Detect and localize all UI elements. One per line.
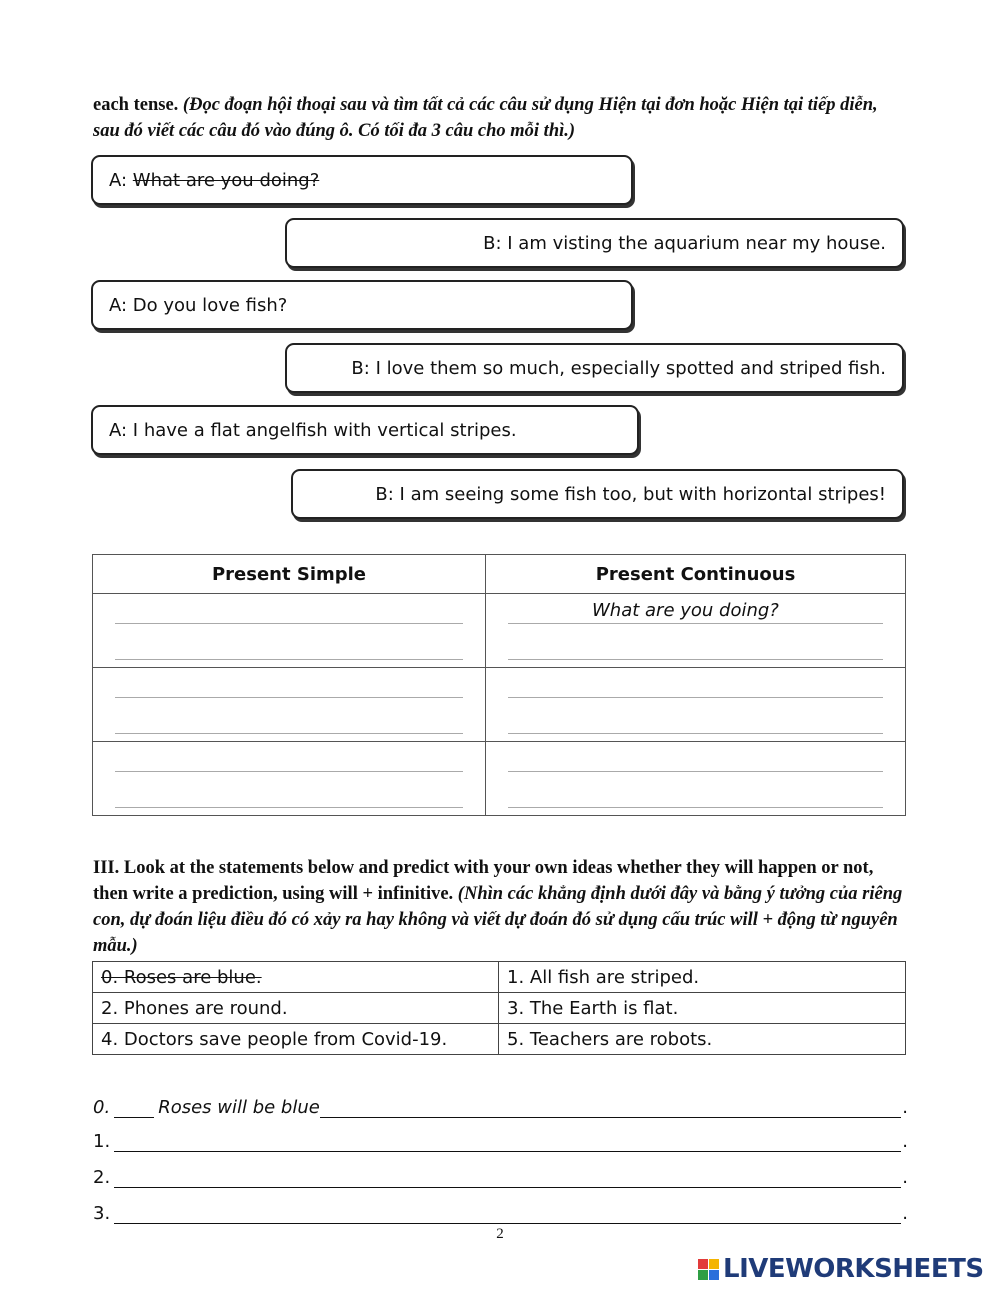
- prediction-number: 2.: [93, 1167, 111, 1188]
- logo-square: [698, 1270, 708, 1280]
- page-number: 2: [496, 1226, 504, 1242]
- statement-2: 2. Phones are round.: [93, 993, 499, 1024]
- logo-square: [709, 1259, 719, 1269]
- dialogue-text: I have a flat angelfish with vertical stripes.: [132, 419, 517, 441]
- dialogue-bubble-1: [91, 155, 633, 205]
- section-3-vietnamese: (Nhìn các khẳng định dưới đây và bằng ý tưởng của riêng con, dự đoán liệu điều đó có xảy ra hay không và viết dự đoán đó sử dụng cấu trúc will + động từ nguyên mẫu.): [93, 884, 903, 956]
- section-3-bold: III. Look at the statements below and predict with your own ideas whether they will happen or not, then write a prediction, using will + infinitive.: [93, 858, 874, 904]
- speaker-label: A:: [109, 294, 128, 316]
- tense-table: [92, 554, 906, 816]
- example-answer: What are you doing?: [592, 600, 779, 621]
- statement-5: 5. Teachers are robots.: [499, 1024, 906, 1055]
- instructions-vietnamese: (Đọc đoạn hội thoại sau và tìm tất cả các câu sử dụng Hiện tại đơn hoặc Hiện tại tiếp diễn, sau đó viết các câu đó vào đúng ô. Có tối đa 3 câu cho mỗi thì.): [93, 95, 878, 141]
- table-row: [93, 993, 906, 1024]
- prediction-number: 0.: [93, 1097, 111, 1118]
- present-continuous-cell[interactable]: [486, 742, 906, 816]
- table-row: [93, 594, 906, 668]
- speaker-label: B:: [375, 483, 394, 505]
- prediction-number: 1.: [93, 1131, 111, 1152]
- speaker-label: A:: [109, 169, 128, 191]
- liveworksheets-icon: [698, 1259, 719, 1280]
- statement-0: 0. Roses are blue.: [93, 962, 499, 993]
- blank-line: [114, 1095, 154, 1118]
- prediction-line-0: [93, 1090, 908, 1118]
- exercise-instructions: [93, 92, 907, 144]
- end-mark: .: [902, 1097, 908, 1118]
- end-mark: .: [902, 1167, 908, 1188]
- prediction-number: 3.: [93, 1203, 111, 1224]
- header-present-continuous: Present Continuous: [486, 555, 906, 594]
- end-mark: .: [902, 1203, 908, 1224]
- brand-logo: [698, 1254, 984, 1284]
- table-row: [93, 962, 906, 993]
- present-simple-cell[interactable]: [93, 594, 486, 668]
- end-mark: .: [902, 1131, 908, 1152]
- dialogue-text: I am seeing some fish too, but with horizontal stripes!: [399, 483, 886, 505]
- answer-line[interactable]: [115, 772, 463, 808]
- statement-1: 1. All fish are striped.: [499, 962, 906, 993]
- answer-blank[interactable]: [320, 1095, 901, 1118]
- statement-4: 4. Doctors save people from Covid-19.: [93, 1024, 499, 1055]
- dialogue-bubble-2: [285, 218, 904, 268]
- present-simple-cell[interactable]: [93, 742, 486, 816]
- example-prediction: Roses will be blue: [158, 1097, 320, 1118]
- instructions-bold: each tense.: [93, 95, 179, 115]
- prediction-line-2: [93, 1160, 908, 1188]
- speaker-label: B:: [351, 357, 370, 379]
- answer-blank[interactable]: [114, 1129, 901, 1152]
- speaker-label: A:: [109, 419, 128, 441]
- dialogue-bubble-4: [285, 343, 904, 393]
- answer-line[interactable]: [508, 698, 883, 734]
- speaker-label: B:: [483, 232, 502, 254]
- answer-blank[interactable]: [114, 1201, 901, 1224]
- answer-line[interactable]: [508, 594, 883, 624]
- brand-name: LIVEWORKSHEETS: [723, 1254, 984, 1284]
- prediction-line-1: [93, 1124, 908, 1152]
- dialogue-bubble-5: [91, 405, 639, 455]
- answer-line[interactable]: [115, 698, 463, 734]
- table-row: [93, 742, 906, 816]
- dialogue-text: I am visting the aquarium near my house.: [507, 232, 886, 254]
- answer-line[interactable]: [115, 668, 463, 698]
- answer-line[interactable]: [115, 624, 463, 660]
- dialogue-text: I love them so much, especially spotted and striped fish.: [375, 357, 886, 379]
- present-continuous-cell[interactable]: [486, 668, 906, 742]
- answer-line[interactable]: [115, 742, 463, 772]
- table-row: [93, 1024, 906, 1055]
- logo-square: [698, 1259, 708, 1269]
- prediction-line-3: [93, 1196, 908, 1224]
- statements-table: [92, 961, 906, 1055]
- statement-3: 3. The Earth is flat.: [499, 993, 906, 1024]
- dialogue-text: Do you love fish?: [132, 294, 288, 316]
- answer-line[interactable]: [508, 772, 883, 808]
- section-3-instructions: [93, 855, 907, 959]
- table-row: [93, 668, 906, 742]
- answer-line[interactable]: [508, 668, 883, 698]
- dialogue-bubble-6: [291, 469, 904, 519]
- dialogue-bubble-3: [91, 280, 633, 330]
- answer-line[interactable]: [508, 624, 883, 660]
- answer-line[interactable]: [115, 594, 463, 624]
- answer-blank[interactable]: [114, 1165, 901, 1188]
- header-present-simple: Present Simple: [93, 555, 486, 594]
- present-continuous-cell[interactable]: [486, 594, 906, 668]
- present-simple-cell[interactable]: [93, 668, 486, 742]
- answer-line[interactable]: [508, 742, 883, 772]
- dialogue-text: What are you doing?: [132, 169, 320, 191]
- logo-square: [709, 1270, 719, 1280]
